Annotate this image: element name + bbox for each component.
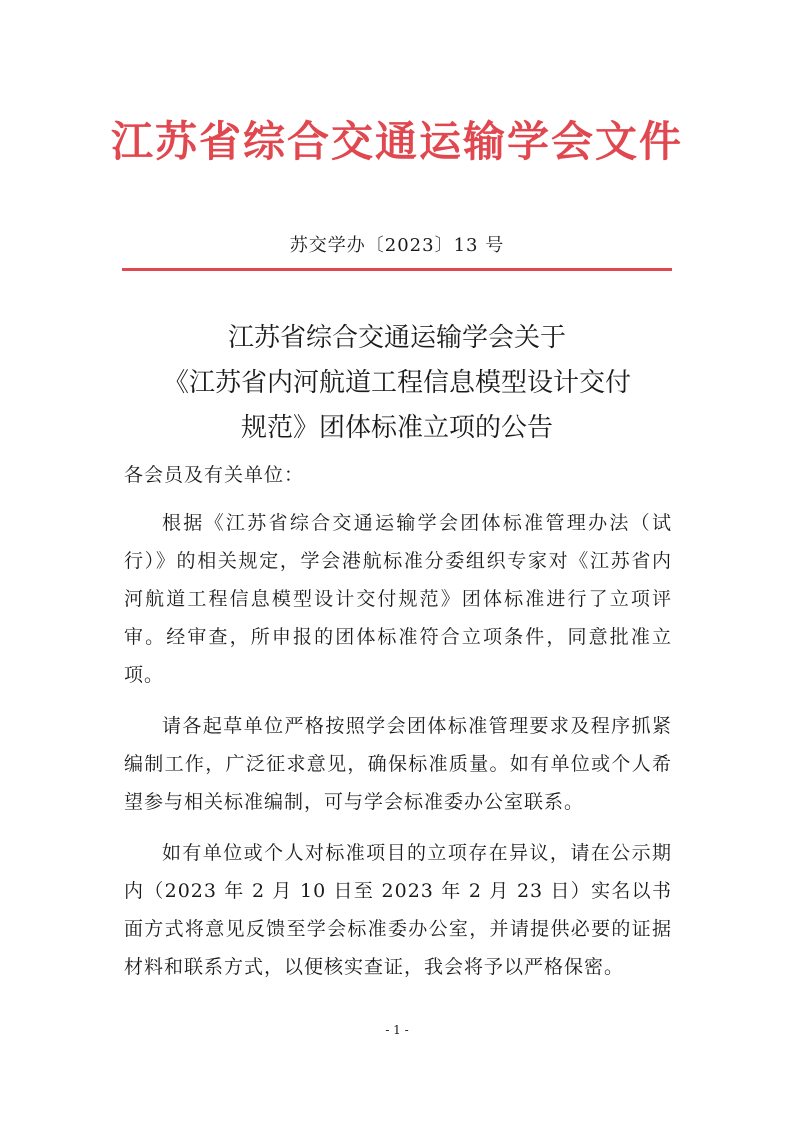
title-line-2: 《江苏省内河航道工程信息模型设计交付 xyxy=(162,368,631,398)
document-body xyxy=(124,456,672,999)
org-file-title: 江苏省综合交通运输学会文件 xyxy=(110,117,683,166)
paragraph-basis: 根据《江苏省综合交通运输学会团体标准管理办法（试行）》的相关规定，学会港航标准分委组织专家对《江苏省内河航道工程信息模型设计交付规范》团体标准进行了立项评审。经审查，所申报的团体标准符合立项条件，同意批准立项。 xyxy=(124,512,672,686)
red-header-rule xyxy=(122,268,672,271)
document-title xyxy=(120,316,674,451)
title-line-1: 江苏省综合交通运输学会关于 xyxy=(227,323,566,353)
paragraph-requirements: 请各起草单位严格按照学会团体标准管理要求及程序抓紧编制工作，广泛征求意见，确保标准质量。如有单位或个人希望参与相关标准编制，可与学会标准委办公室联系。 xyxy=(124,715,672,813)
salutation: 各会员及有关单位： xyxy=(124,464,305,486)
page-number: - 1 - xyxy=(385,1023,409,1037)
title-line-3: 规范》团体标准立项的公告 xyxy=(240,413,553,443)
document-number: 苏交学办〔2023〕13 号 xyxy=(289,235,505,256)
paragraph-objection: 如有单位或个人对标准项目的立项存在异议，请在公示期内（2023 年 2 月 10 日至 2023 年 2 月 23 日）实名以书面方式将意见反馈至学会标准委办公室，并请提供必要的证据材料和联系方式，以便核实查证，我会将予以严格保密。 xyxy=(124,842,672,978)
